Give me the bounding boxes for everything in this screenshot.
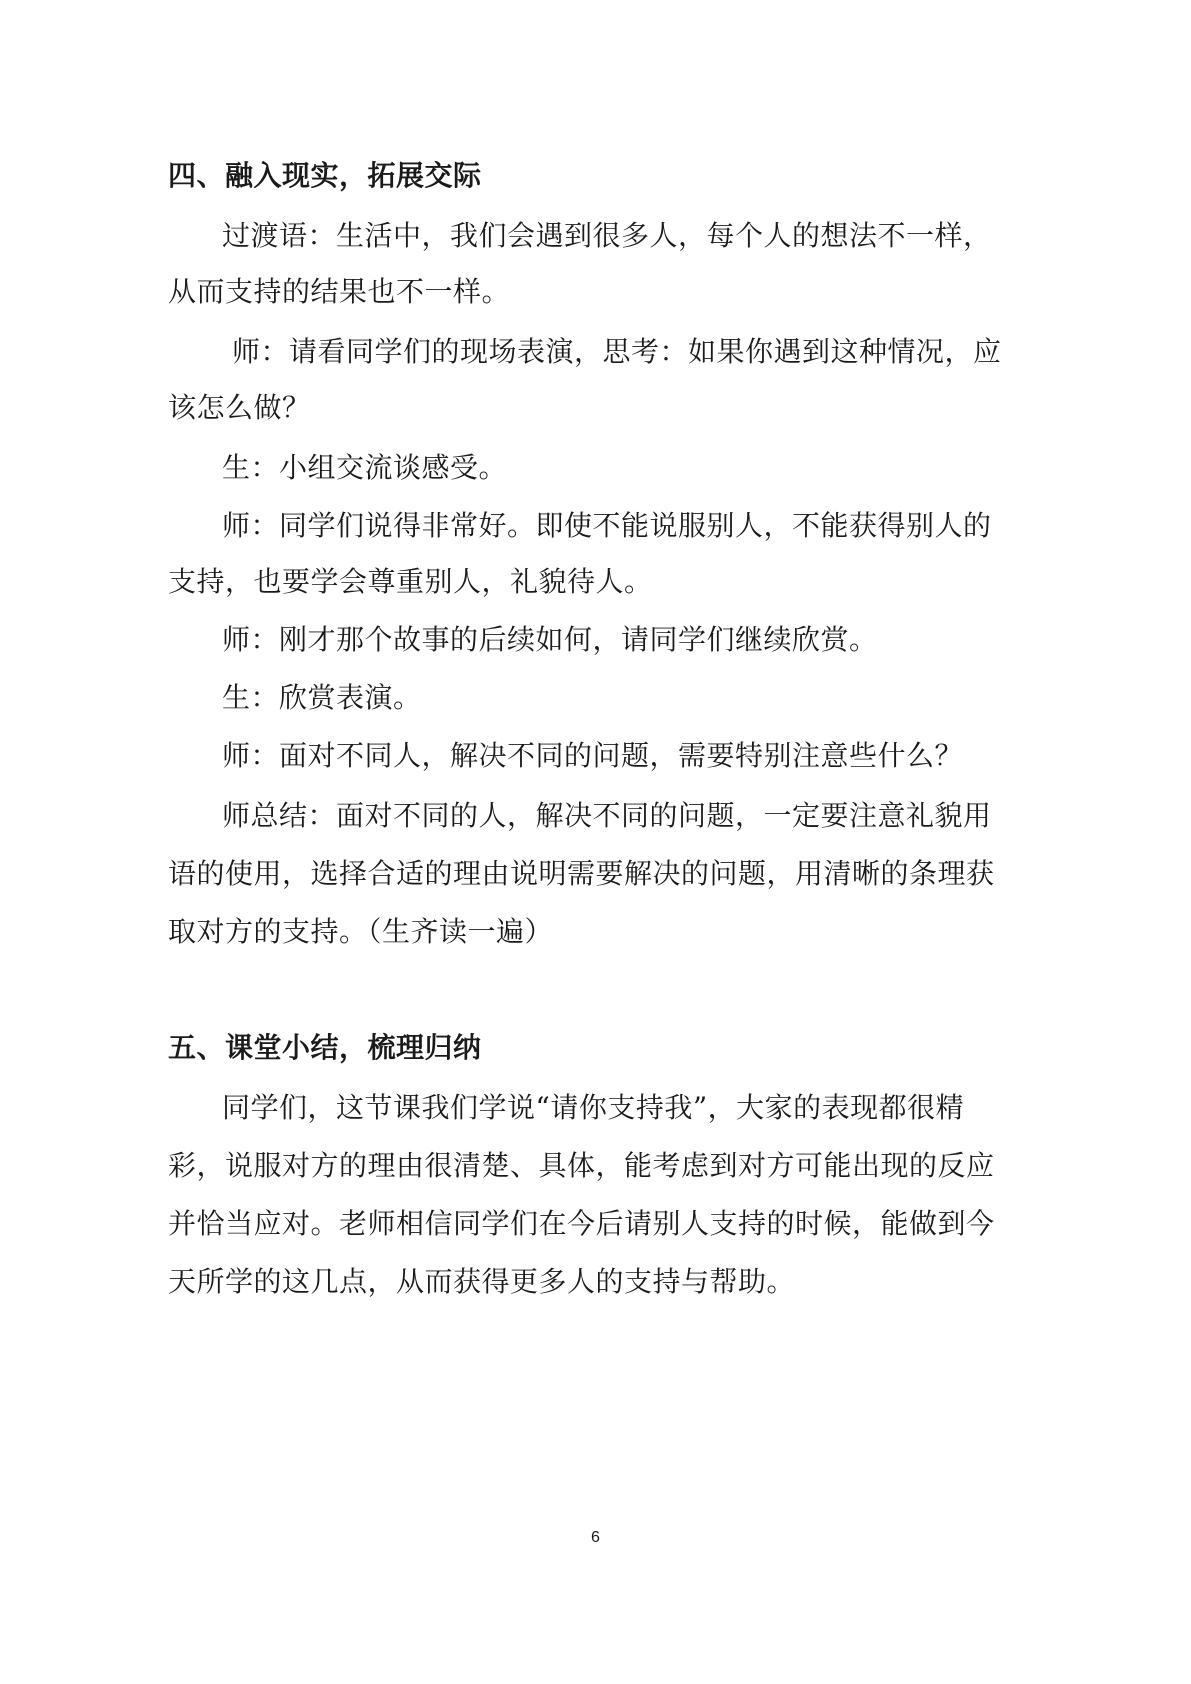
paragraph-line: 天所学的这几点，从而获得更多人的支持与帮助。 [168,1265,796,1298]
paragraph-line: 从而支持的结果也不一样。 [168,275,511,308]
section-heading: 五、课堂小结，梳理归纳 [168,1031,482,1064]
paragraph-line: 并恰当应对。老师相信同学们在今后请别人支持的时候，能做到今 [168,1207,995,1240]
paragraph-line: 该怎么做？ [168,391,311,424]
paragraph-line: 生：小组交流谈感受。 [222,451,508,484]
paragraph-line: 师：面对不同人，解决不同的问题，需要特别注意些什么？ [222,739,964,772]
paragraph-line: 取对方的支持。（生齐读一遍） [168,915,554,948]
paragraph-line: 师：同学们说得非常好。即使不能说服别人，不能获得别人的 [222,509,992,542]
section-heading: 四、融入现实，拓展交际 [168,159,482,192]
paragraph-line: 同学们，这节课我们学说“请你支持我”，大家的表现都很精 [222,1091,965,1124]
paragraph-line: 生：欣赏表演。 [222,681,422,714]
paragraph-line: 师：请看同学们的现场表演，思考：如果你遇到这种情况，应 [232,335,1002,368]
paragraph-line: 语的使用，选择合适的理由说明需要解决的问题，用清晰的条理获 [168,857,995,890]
paragraph-line: 过渡语：生活中，我们会遇到很多人，每个人的想法不一样， [222,219,992,252]
paragraph-line: 支持，也要学会尊重别人，礼貌待人。 [168,565,653,598]
paragraph-line: 师：刚才那个故事的后续如何，请同学们继续欣赏。 [222,623,878,656]
paragraph-line: 师总结：面对不同的人，解决不同的问题，一定要注意礼貌用 [222,799,992,832]
paragraph-line: 彩，说服对方的理由很清楚、具体，能考虑到对方可能出现的反应 [168,1149,995,1182]
page-number: 6 [591,1529,600,1546]
